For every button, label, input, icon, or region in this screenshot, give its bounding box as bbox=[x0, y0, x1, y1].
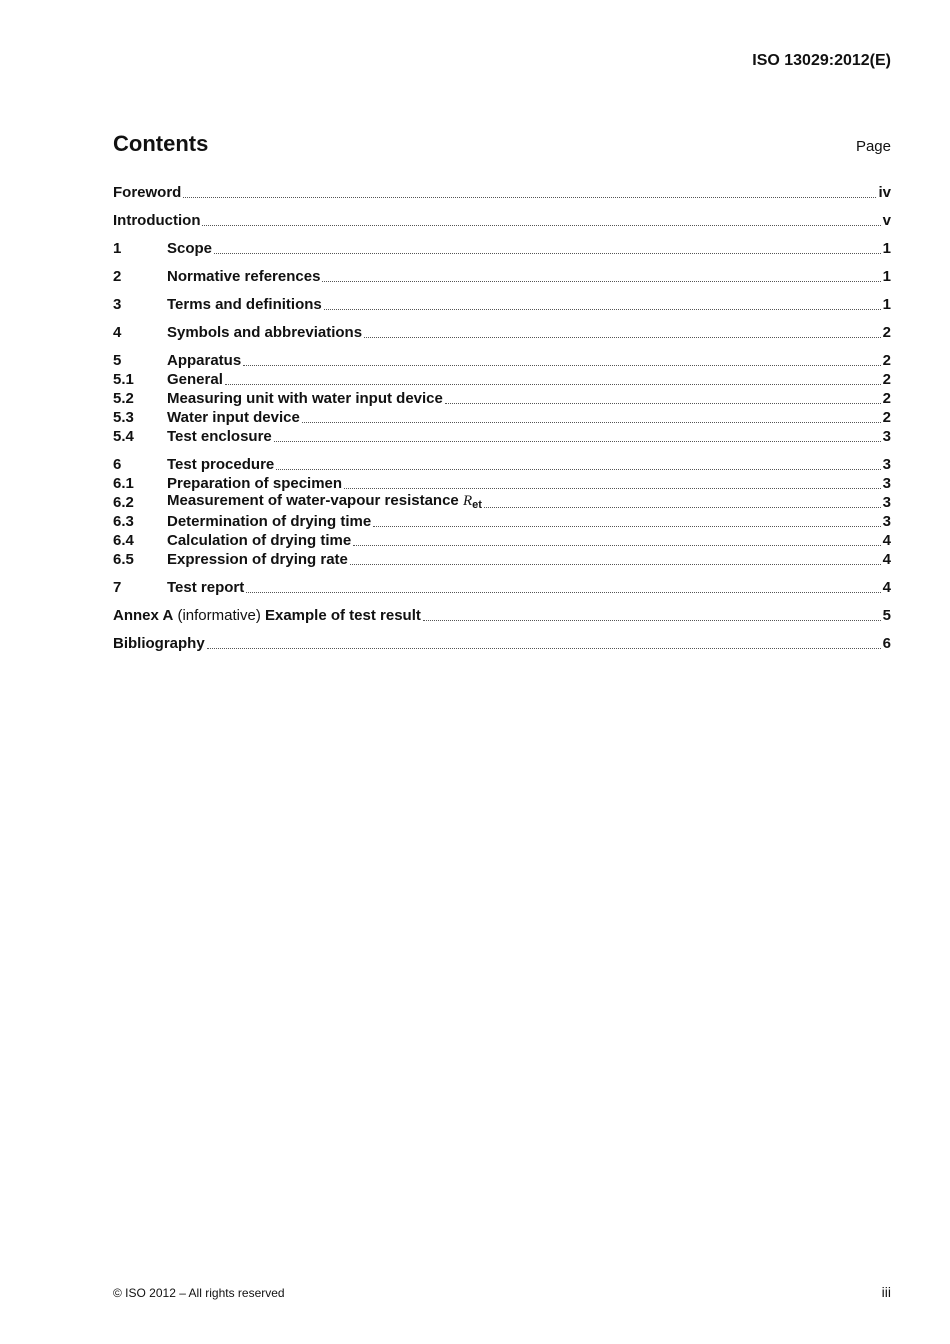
page-number: iii bbox=[881, 1284, 891, 1300]
toc-entry-number: 5.3 bbox=[113, 409, 134, 426]
toc-entry-number: 6.1 bbox=[113, 475, 134, 492]
contents-heading: Contents bbox=[113, 131, 209, 156]
toc-entry-introduction[interactable] bbox=[113, 211, 891, 230]
toc-entry-title: Annex A bbox=[113, 607, 174, 624]
toc-entry-title: Foreword bbox=[113, 184, 182, 201]
toc-entry-title: Measurement of water-vapour resistance bbox=[167, 492, 463, 509]
toc-entry-title: Scope bbox=[167, 240, 213, 257]
toc-entry-page: v bbox=[882, 212, 891, 229]
toc-entry-number: 5.2 bbox=[113, 390, 134, 407]
toc-entry-page: 3 bbox=[882, 456, 891, 473]
toc-entry-number: 6.4 bbox=[113, 532, 134, 549]
toc-entry-title: General bbox=[167, 371, 223, 388]
dot-leader bbox=[276, 469, 880, 470]
symbol-r: R bbox=[462, 493, 473, 509]
toc-entry-page: 3 bbox=[882, 494, 891, 511]
toc-entry-scope[interactable] bbox=[113, 239, 891, 258]
dot-leader bbox=[373, 526, 880, 527]
toc-entry-water-vapour-resistance[interactable] bbox=[113, 493, 891, 512]
dot-leader bbox=[243, 365, 880, 366]
dot-leader bbox=[353, 545, 880, 546]
toc-entry-page: 1 bbox=[882, 268, 891, 285]
toc-entry-title: Test enclosure bbox=[167, 428, 272, 445]
toc-entry-title: Apparatus bbox=[167, 352, 242, 369]
dot-leader bbox=[423, 620, 881, 621]
toc-entry-bibliography[interactable] bbox=[113, 634, 891, 653]
toc-entry-water-input-device[interactable] bbox=[113, 408, 891, 427]
dot-leader bbox=[324, 309, 881, 310]
toc-entry-page: 2 bbox=[882, 352, 891, 369]
dot-leader bbox=[344, 488, 881, 489]
toc-entry-page: iv bbox=[878, 184, 891, 201]
toc-entry-number: 1 bbox=[113, 240, 122, 257]
dot-leader bbox=[350, 564, 881, 565]
toc-entry-title: Bibliography bbox=[113, 635, 205, 652]
toc-entry-title: Calculation of drying time bbox=[167, 532, 352, 549]
dot-leader bbox=[445, 403, 881, 404]
toc-entry-test-enclosure[interactable] bbox=[113, 427, 891, 446]
toc-entry-page: 4 bbox=[882, 579, 891, 596]
toc-entry-title: Measuring unit with water input device bbox=[167, 390, 443, 407]
toc-entry-symbols-abbreviations[interactable] bbox=[113, 323, 891, 342]
toc-entry-normative-references[interactable] bbox=[113, 267, 891, 286]
toc-entry-number: 6 bbox=[113, 456, 122, 473]
toc-entry-page: 2 bbox=[882, 371, 891, 388]
symbol-subscript: et bbox=[472, 499, 482, 511]
annex-title: Example of test result bbox=[264, 607, 421, 624]
toc-entry-page: 4 bbox=[882, 532, 891, 549]
toc-entry-number: 5 bbox=[113, 352, 122, 369]
toc-entry-title: Expression of drying rate bbox=[167, 551, 348, 568]
toc-entry-page: 2 bbox=[882, 390, 891, 407]
toc-entry-page: 6 bbox=[882, 635, 891, 652]
toc-entry-page: 5 bbox=[882, 607, 891, 624]
toc-entry-test-report[interactable] bbox=[113, 578, 891, 597]
dot-leader bbox=[225, 384, 881, 385]
toc-entry-terms-definitions[interactable] bbox=[113, 295, 891, 314]
dot-leader bbox=[202, 225, 880, 226]
table-of-contents bbox=[113, 181, 891, 653]
toc-entry-number: 6.3 bbox=[113, 513, 134, 530]
toc-entry-page: 3 bbox=[882, 428, 891, 445]
toc-entry-page: 2 bbox=[882, 324, 891, 341]
dot-leader bbox=[183, 197, 876, 198]
toc-entry-apparatus[interactable] bbox=[113, 351, 891, 370]
toc-entry-number: 5.4 bbox=[113, 428, 134, 445]
toc-entry-title: Terms and definitions bbox=[167, 296, 322, 313]
toc-entry-page: 3 bbox=[882, 513, 891, 530]
toc-entry-page: 3 bbox=[882, 475, 891, 492]
toc-entry-foreword[interactable] bbox=[113, 183, 891, 202]
copyright-notice: © ISO 2012 – All rights reserved bbox=[113, 1286, 285, 1300]
toc-entry-page: 4 bbox=[882, 551, 891, 568]
toc-entry-title: Symbols and abbreviations bbox=[167, 324, 363, 341]
document-id: ISO 13029:2012(E) bbox=[752, 52, 891, 69]
dot-leader bbox=[274, 441, 881, 442]
toc-entry-number: 3 bbox=[113, 296, 122, 313]
toc-entry-measuring-unit[interactable] bbox=[113, 389, 891, 408]
toc-entry-page: 1 bbox=[882, 296, 891, 313]
toc-entry-number: 6.5 bbox=[113, 551, 134, 568]
dot-leader bbox=[364, 337, 881, 338]
toc-entry-page: 2 bbox=[882, 409, 891, 426]
toc-entry-page: 1 bbox=[882, 240, 891, 257]
dot-leader bbox=[484, 507, 881, 508]
toc-entry-calculation-drying-time[interactable] bbox=[113, 531, 891, 550]
toc-entry-general[interactable] bbox=[113, 370, 891, 389]
toc-entry-test-procedure[interactable] bbox=[113, 455, 891, 474]
toc-entry-title: Water input device bbox=[167, 409, 300, 426]
annex-note: (informative) bbox=[173, 607, 265, 624]
toc-entry-number: 4 bbox=[113, 324, 122, 341]
toc-entry-title-wrapper bbox=[113, 606, 421, 625]
toc-entry-expression-drying-rate[interactable] bbox=[113, 550, 891, 569]
toc-entry-number: 2 bbox=[113, 268, 122, 285]
toc-entry-number: 6.2 bbox=[113, 494, 134, 511]
toc-entry-number: 7 bbox=[113, 579, 122, 596]
dot-leader bbox=[246, 592, 880, 593]
page-column-label: Page bbox=[855, 138, 891, 155]
toc-entry-title: Determination of drying time bbox=[167, 513, 372, 530]
toc-entry-title: Test procedure bbox=[167, 456, 275, 473]
toc-entry-title: Introduction bbox=[113, 212, 201, 229]
toc-entry-number: 5.1 bbox=[113, 371, 134, 388]
toc-entry-title: Test report bbox=[167, 579, 245, 596]
dot-leader bbox=[322, 281, 880, 282]
dot-leader bbox=[214, 253, 881, 254]
toc-entry-title: Preparation of specimen bbox=[167, 475, 343, 492]
dot-leader bbox=[302, 422, 881, 423]
toc-entry-annex-a[interactable] bbox=[113, 606, 891, 625]
toc-entry-determination-drying-time[interactable] bbox=[113, 512, 891, 531]
dot-leader bbox=[207, 648, 881, 649]
toc-entry-title-wrapper bbox=[167, 491, 482, 512]
toc-entry-title: Normative references bbox=[167, 268, 321, 285]
